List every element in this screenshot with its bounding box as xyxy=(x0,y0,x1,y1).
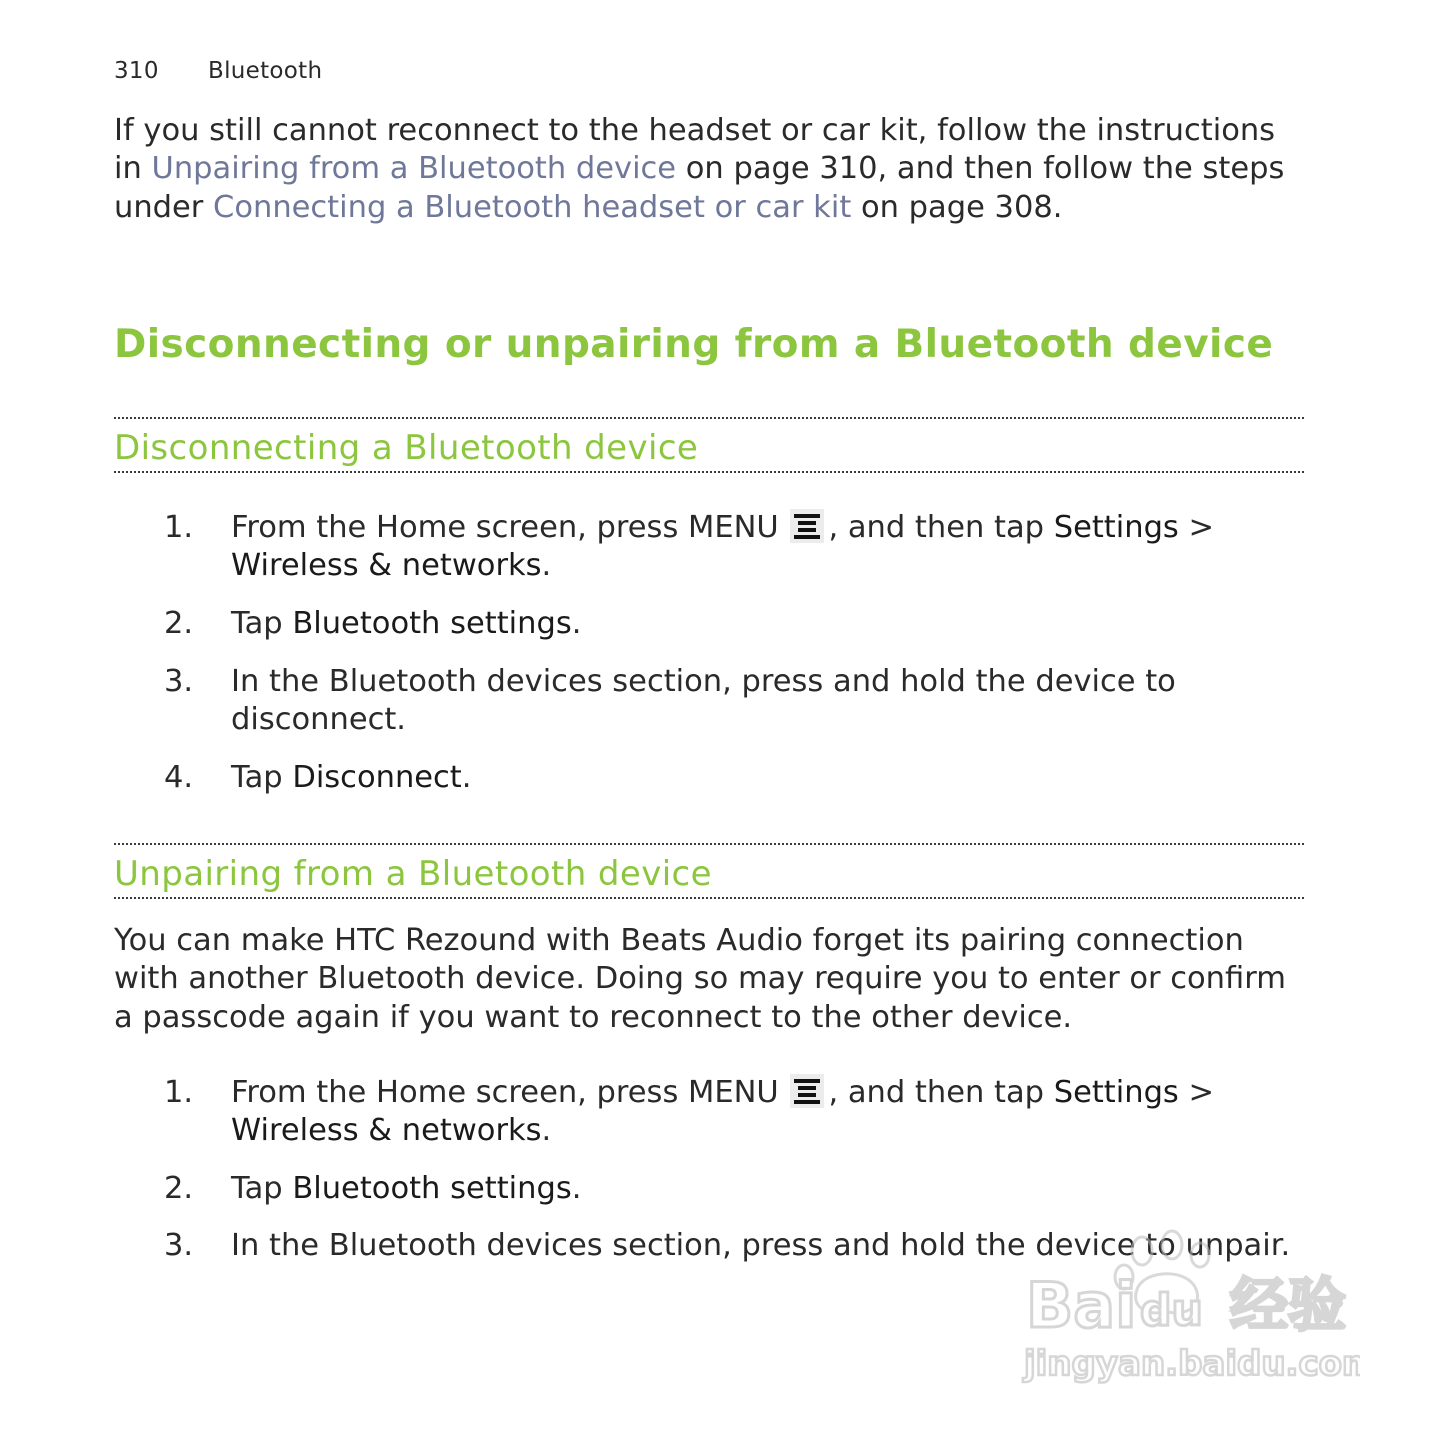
svg-text:经验: 经验 xyxy=(1230,1271,1347,1339)
dotted-rule xyxy=(114,471,1304,473)
step-number: 3. xyxy=(164,1228,194,1263)
menu-icon xyxy=(790,509,824,543)
dotted-rule xyxy=(114,843,1304,845)
ui-term: Disconnect xyxy=(292,760,462,795)
page-number: 310 xyxy=(114,58,159,84)
link-connecting-headset[interactable]: Connecting a Bluetooth headset or car kit xyxy=(213,189,852,225)
ui-term: Wireless & networks xyxy=(231,548,542,584)
step-text: In the Bluetooth devices section, press and hold the device to disconnect. xyxy=(231,664,1176,738)
link-unpairing[interactable]: Unpairing from a Bluetooth device xyxy=(151,151,677,187)
step-text: From the Home screen, press MENU , and then tap Settings > Wireless & networks. xyxy=(231,1075,1215,1149)
ui-term: Settings xyxy=(1053,1075,1179,1110)
menu-icon xyxy=(790,1074,824,1108)
step-number: 3. xyxy=(164,664,194,699)
subheading-unpairing: Unpairing from a Bluetooth device xyxy=(114,854,712,894)
section-heading: Disconnecting or unpairing from a Bluetooth device xyxy=(114,322,1274,367)
ui-term: Settings xyxy=(1053,510,1179,545)
step-number: 1. xyxy=(164,1075,194,1110)
dotted-rule xyxy=(114,417,1304,419)
step-number: 2. xyxy=(164,606,194,641)
intro-text-3: on page 308. xyxy=(851,189,1063,225)
unpair-description: You can make HTC Rezound with Beats Audio forget its pairing connection with another Bluetooth device. Doing so may require you to enter or confirm a passcode again if you want to reconnect to the other device. xyxy=(114,923,1286,1035)
ui-term: Wireless & networks xyxy=(231,1113,542,1149)
intro-paragraph xyxy=(114,112,1306,227)
step-number: 2. xyxy=(164,1171,194,1206)
intro-text-1: If you still cannot reconnect to the headset or car kit, follow the instructions in xyxy=(114,113,1276,187)
running-header xyxy=(114,58,322,84)
svg-text:du: du xyxy=(1140,1285,1203,1336)
step-number: 4. xyxy=(164,760,194,795)
ui-term: Bluetooth settings xyxy=(292,1171,572,1206)
svg-text:jingyan.baidu.com: jingyan.baidu.com xyxy=(1024,1344,1360,1384)
step-text: In the Bluetooth devices section, press and hold the device to unpair. xyxy=(231,1228,1291,1263)
baidu-watermark xyxy=(1020,1225,1360,1395)
ui-term: Bluetooth settings xyxy=(292,606,572,641)
step-text: Tap Bluetooth settings. xyxy=(231,1171,582,1206)
intro-text-2: on page 310, and then follow the steps under xyxy=(114,151,1285,225)
dotted-rule xyxy=(114,897,1304,899)
paw-icon xyxy=(1020,1225,1360,1395)
svg-text:Bai: Bai xyxy=(1026,1269,1137,1342)
step-text: From the Home screen, press MENU , and then tap Settings > Wireless & networks. xyxy=(231,510,1215,584)
step-text: Tap Disconnect. xyxy=(231,760,472,795)
subheading-disconnecting: Disconnecting a Bluetooth device xyxy=(114,428,699,468)
step-number: 1. xyxy=(164,510,194,545)
step-text: Tap Bluetooth settings. xyxy=(231,606,582,641)
section-title: Bluetooth xyxy=(208,58,323,84)
